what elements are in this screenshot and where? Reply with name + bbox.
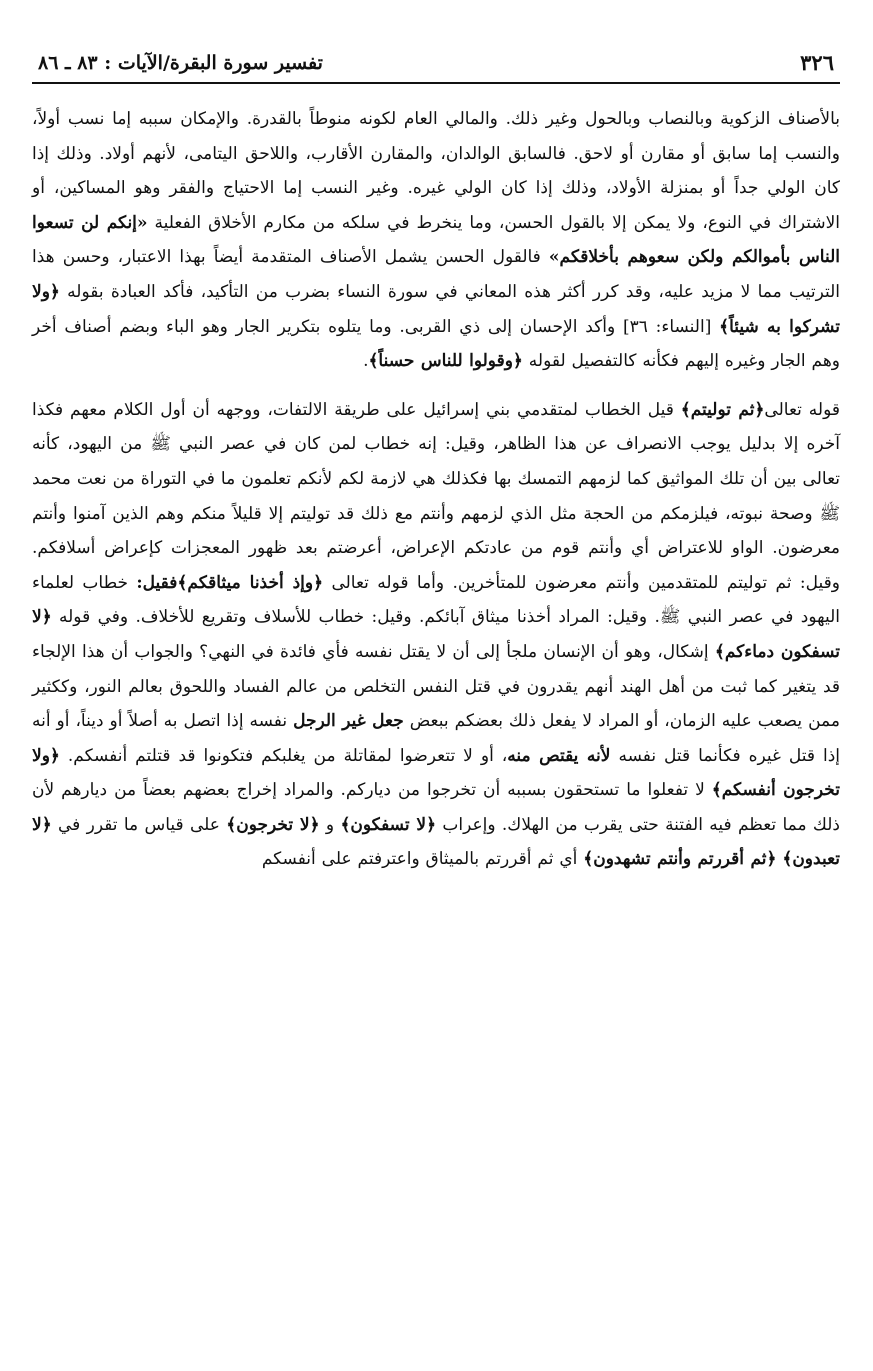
body-text: [النساء: ٣٦] وأكد الإحسان إلى ذي القربى. وما يتلوه بتكرير الجار وهو الباء وبضم أصناف أخر وهم الجار وغيره إليهم فكأنه كالتفصيل لقوله: [32, 316, 840, 372]
body-text: فالقول الحسن يشمل الأصناف المتقدمة أيضاً بهذا الاعتبار، وحسن هذا الترتيب مما لا مزيد عليه، وقد كرر أكثر هذه المعاني في سورة النساء بضرب من التأكيد، فأكد العبادة بقوله: [32, 247, 840, 302]
quran-verse-quote: ﴿ثم أقررتم وأنتم تشهدون﴾: [583, 849, 777, 870]
body-text: .: [363, 351, 369, 372]
body-text: نفسه إذا اتصل به أصلاً أو ديناً، أو أنه إذا قتل غيره فكأنما قتل نفسه: [32, 711, 841, 766]
quran-verse-quote: ﴿ثم توليتم﴾: [680, 399, 765, 420]
quran-verse-quote: ﴿لا تسفكون دماءكم﴾: [32, 607, 840, 662]
paragraph-2: [32, 393, 840, 877]
quran-verse-quote: ﴿لا تخرجون﴾: [226, 814, 320, 835]
paragraph-1: [32, 102, 840, 379]
body-text: إشكال، وهو أن الإنسان ملجأ إلى أن لا يقتل نفسه فأي فائدة في النهي؟ والجواب أن هذا الإلجاء قد يتغير كما ثبت من أهل الهند أنهم يقدرون في قتل النفس التخلص من عالم الفساد واللحوق بعالم النور، وككثير ممن يصعب عليه الزمان، أو المراد لا يفعل ذلك بعضكم ببعض: [32, 641, 840, 732]
body-text: ، أو لا تتعرضوا لمقاتلة من يغلبكم فتكونوا قد قتلتم أنفسكم.: [59, 745, 508, 766]
book-page: [32, 50, 840, 877]
quran-verse-quote: ﴿ولا تشركوا به شيئاً﴾: [32, 281, 841, 337]
body-text: قوله تعالى: [764, 399, 840, 420]
emphasized-text: لأنه يقتص منه: [507, 745, 611, 766]
body-text: لا تفعلوا ما تستحقون بسببه أن تخرجوا من دياركم. والمراد إخراج بعضهم بعضاً من ديارهم لأن ذلك مما تعظم فيه الفتنة حتى يقرب من الهلاك. وإعراب: [32, 780, 840, 835]
quran-verse-quote: ﴿وإذ أخذنا ميثاقكم﴾: [177, 572, 324, 593]
page-body: [32, 102, 840, 877]
quran-verse-quote: ﴿لا تعبدون﴾: [32, 814, 840, 870]
emphasized-text: فقيل:: [136, 572, 178, 593]
body-text: قيل الخطاب لمتقدمي بني إسرائيل على طريقة الالتفات، ووجهه أن أول الكلام معهم فكذا آخره إلا بدليل يوجب الانصراف عن هذا الظاهر، وقيل: إنه خطاب لمن كان في عصر النبي ﷺ من اليهود، كأنه تعالى بين أن تلك المواثيق كما لزمهم التمسك بها فكذلك هي لازمة لكم لأنكم تعلمون ما في التوراة من نعت محمد ﷺ وصحة نبوته، فيلزمكم من الحجة مثل الذي لزمهم وأنتم مع ذلك قد توليتم إلا قليلاً منكم وهم الذين آمنوا وأنتم معرضون. الواو للاعتراض أي وأنتم قوم من عادتكم الإعراض، أعرضتم بعد ظهور المعجزات كإعراض أسلافكم. وقيل: ثم توليتم للمتقدمين وأنتم معرضون للمتأخرين. وأما قوله تعالى: [32, 399, 840, 593]
quran-verse-quote: ﴿وقولوا للناس حسناً﴾: [368, 351, 523, 372]
body-text: على قياس ما تقرر في: [51, 814, 227, 835]
emphasized-text: «إنكم لن تسعوا الناس بأموالكم ولكن سعوهم بأخلاقكم»: [32, 212, 840, 268]
quran-verse-quote: ﴿لا تسفكون﴾: [340, 814, 437, 835]
body-text: خطاب لعلماء اليهود في عصر النبي ﷺ. وقيل: المراد أخذنا ميثاق آبائكم. وقيل: خطاب للأسلاف وتقريع للأخلاف. وفي قوله: [32, 572, 840, 628]
emphasized-text: جعل غير الرجل: [293, 711, 404, 732]
running-header: [32, 50, 840, 84]
quran-verse-quote: ﴿ولا تخرجون أنفسكم﴾: [32, 745, 840, 801]
page-number: ٣٢٦: [800, 50, 834, 75]
running-title: تفسير سورة البقرة/الآيات : ٨٣ ـ ٨٦: [38, 52, 323, 74]
body-text: و: [319, 814, 341, 835]
body-text: بالأصناف الزكوية وبالنصاب وبالحول وغير ذلك. والمالي العام لكونه منوطاً بالقدرة. والإمكان سببه إما نسب أولاً، والنسب إما سابق أو مقارن أو لاحق. فالسابق الوالدان، والمقارن الأقارب، واللاحق اليتامى، لأنهم أولاد. وذلك إذا كان الولي جداً أو بمنزلة الأولاد، وذلك إذا كان الولي غيره. وغير النسب إما الاحتياج والفقر وهو المساكين، أو الاشتراك في النوع، ولا يمكن إلا بالقول الحسن، وما ينخرط في سلكه من مكارم الأخلاق الفعلية: [32, 109, 840, 233]
body-text: أي ثم أقررتم بالميثاق واعترفتم على أنفسكم: [261, 849, 584, 870]
